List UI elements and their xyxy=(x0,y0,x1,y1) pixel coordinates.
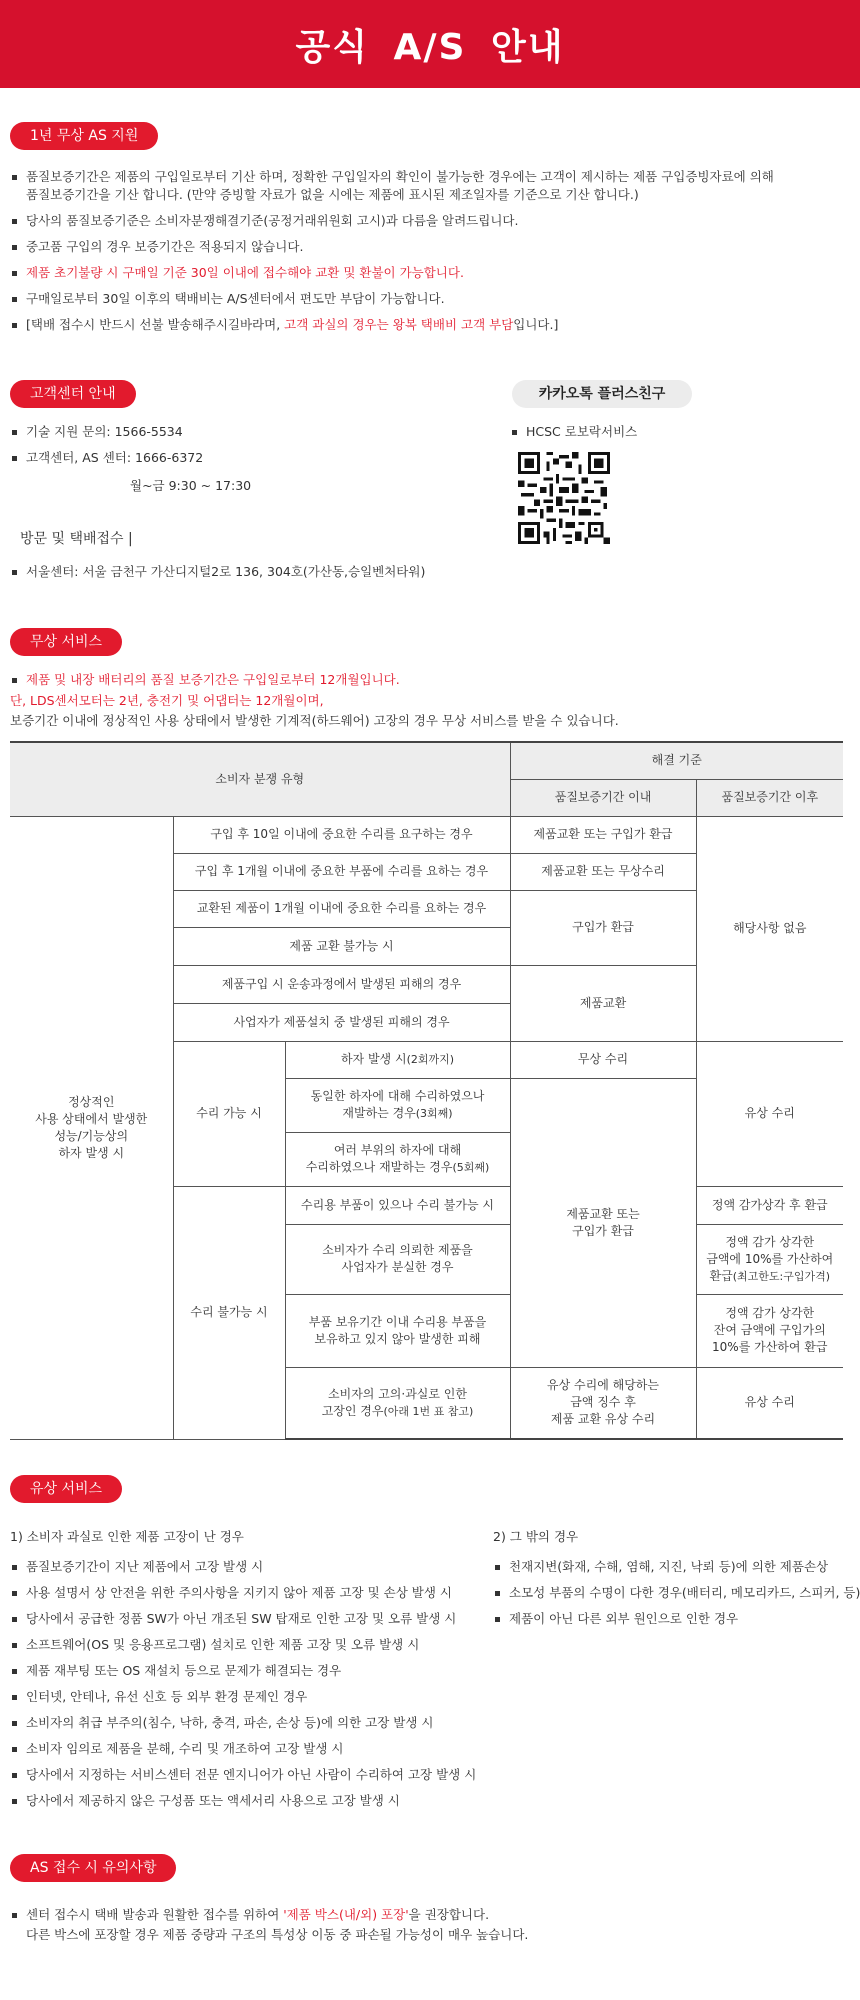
list-item: 소모성 부품의 수명이 다한 경우(배터리, 메모리카드, 스피커, 등) xyxy=(493,1584,860,1602)
list-item: 천재지변(화재, 수해, 염해, 지진, 낙뢰 등)에 의한 제품손상 xyxy=(493,1558,860,1576)
header-within-warranty: 품질보증기간 이내 xyxy=(510,779,696,816)
table-cell: 소비자가 수리 의뢰한 제품을 사업자가 분실한 경우 xyxy=(285,1224,510,1294)
page-title: 공식 A/S 안내 xyxy=(295,26,565,68)
table-cell: 유상 수리 xyxy=(696,1041,843,1186)
table-cell: 제품 교환 불가능 시 xyxy=(173,927,510,965)
list-item: 제품 재부팅 또는 OS 재설치 등으로 문제가 해결되는 경우 xyxy=(10,1662,476,1680)
section-pill-as-notice: AS 접수 시 유의사항 xyxy=(10,1854,176,1882)
visit-title: 방문 및 택배접수 | xyxy=(20,531,133,547)
list-item: 품질보증기간이 지난 제품에서 고장 발생 시 xyxy=(10,1558,476,1576)
category-cell: 정상적인 사용 상태에서 발생한 성능/기능상의 하자 발생 시 xyxy=(10,816,173,1439)
paid-col1-title: 1) 소비자 과실로 인한 제품 고장이 난 경우 xyxy=(10,1529,244,1544)
list-item: 소비자 임의로 제품을 분해, 수리 및 개조하여 고장 발생 시 xyxy=(10,1740,476,1758)
list-item: 품질보증기간은 제품의 구입일로부터 기산 하며, 정확한 구입일자의 확인이 불가능한 경우에는 고객이 제시하는 제품 구입증빙자료에 의해 xyxy=(10,168,774,186)
list-item: 구매일로부터 30일 이후의 택배비는 A/S센터에서 편도만 부담이 가능합니다. xyxy=(10,290,774,308)
list-item: 품질보증기간을 기산 합니다. (만약 증빙할 자료가 없을 시에는 제품에 표시된 제조일자를 기준으로 기산 합니다.) xyxy=(26,187,639,202)
list-item: 당사의 품질보증기준은 소비자분쟁해결기준(공정거래위원회 고시)과 다름을 알려드립니다. xyxy=(10,212,774,230)
table-cell: 여러 부위의 하자에 대해 수리하였으나 재발하는 경우(5회째) xyxy=(285,1132,510,1186)
kakao-list xyxy=(510,423,637,449)
section-pill-free-service: 무상 서비스 xyxy=(10,628,122,656)
list-item: 센터 접수시 택배 발송과 원활한 접수를 위하여 '제품 박스(내/외) 포장'을 권장합니다. xyxy=(10,1906,489,1924)
table-cell: 구입 후 10일 이내에 중요한 수리를 요구하는 경우 xyxy=(173,816,510,853)
list-item: 중고품 구입의 경우 보증기간은 적용되지 않습니다. xyxy=(10,238,774,256)
free-service-desc: 보증기간 이내에 정상적인 사용 상태에서 발생한 기계적(하드웨어) 고장의 경우 무상 서비스를 받을 수 있습니다. xyxy=(10,713,619,728)
list-item: HCSC 로보락서비스 xyxy=(510,423,637,441)
table-cell: 제품교환 xyxy=(510,965,696,1041)
section-pill-paid-service: 유상 서비스 xyxy=(10,1475,122,1503)
table-cell: 제품교환 또는 구입가 환급 xyxy=(510,816,696,853)
header-dispute-type: 소비자 분쟁 유형 xyxy=(10,742,510,816)
business-hours: 월~금 9:30 ~ 17:30 xyxy=(130,478,252,493)
table-cell: 제품구입 시 운송과정에서 발생된 피해의 경우 xyxy=(173,965,510,1003)
header-criteria: 해결 기준 xyxy=(510,742,843,779)
table-cell: 해당사항 없음 xyxy=(696,816,843,1041)
kakao-pill: 카카오톡 플러스친구 xyxy=(512,380,692,408)
list-item: 고객센터, AS 센터: 1666-6372 xyxy=(10,449,203,467)
table-cell: 하자 발생 시(2회까지) xyxy=(285,1041,510,1078)
list-item: 제품이 아닌 다른 외부 원인으로 인한 경우 xyxy=(493,1610,860,1628)
list-item: 당사에서 지정하는 서비스센터 전문 엔지니어가 아닌 사람이 수리하여 고장 발생 시 xyxy=(10,1766,476,1784)
free-service-note: 단, LDS센서모터는 2년, 충전기 및 어댑터는 12개월이며, xyxy=(10,693,324,708)
list-item: 제품 및 내장 배터리의 품질 보증기간은 구입일로부터 12개월입니다. xyxy=(10,671,400,689)
table-cell: 유상 수리 xyxy=(696,1367,843,1439)
table-cell: 정액 감가 상각한 금액에 10%를 가산하여 환급(최고한도:구입가격) xyxy=(696,1224,843,1294)
table-cell: 유상 수리에 해당하는 금액 징수 후 제품 교환 유상 수리 xyxy=(510,1367,696,1439)
table-cell: 정액 감가상각 후 환급 xyxy=(696,1186,843,1224)
page-header xyxy=(0,0,860,88)
table-cell: 부품 보유기간 이내 수리용 부품을 보유하고 있지 않아 발생한 피해 xyxy=(285,1294,510,1367)
table-cell: 교환된 제품이 1개월 이내에 중요한 수리를 요하는 경우 xyxy=(173,890,510,927)
table-cell: 동일한 하자에 대해 수리하였으나 재발하는 경우(3회째) xyxy=(285,1078,510,1132)
list-item: 인터넷, 안테나, 유선 신호 등 외부 환경 문제인 경우 xyxy=(10,1688,476,1706)
table-cell: 수리 가능 시 xyxy=(173,1041,285,1186)
list-item: 당사에서 공급한 정품 SW가 아닌 개조된 SW 탑재로 인한 고장 및 오류 발생 시 xyxy=(10,1610,476,1628)
table-cell: 구입 후 1개월 이내에 중요한 부품에 수리를 요하는 경우 xyxy=(173,853,510,890)
table-cell: 제품교환 또는 무상수리 xyxy=(510,853,696,890)
list-item: 기술 지원 문의: 1566-5534 xyxy=(10,423,203,441)
list-item: 소비자의 취급 부주의(침수, 낙하, 충격, 파손, 손상 등)에 의한 고장 발생 시 xyxy=(10,1714,476,1732)
section-pill-warranty: 1년 무상 AS 지원 xyxy=(10,122,158,150)
warranty-list xyxy=(10,168,774,342)
header-after-warranty: 품질보증기간 이후 xyxy=(696,779,843,816)
dispute-resolution-table xyxy=(10,741,843,1440)
list-item: 제품 초기불량 시 구매일 기준 30일 이내에 접수해야 교환 및 환불이 가능합니다. xyxy=(10,264,774,282)
list-item: 사용 설명서 상 안전을 위한 주의사항을 지키지 않아 제품 고장 및 손상 발생 시 xyxy=(10,1584,476,1602)
qr-code-icon[interactable] xyxy=(518,452,610,544)
list-item: 당사에서 제공하지 않은 구성품 또는 액세서리 사용으로 고장 발생 시 xyxy=(10,1792,476,1810)
table-cell: 제품교환 또는 구입가 환급 xyxy=(510,1078,696,1367)
table-cell: 소비자의 고의·과실로 인한 고장인 경우(아래 1번 표 참고) xyxy=(285,1367,510,1439)
section-pill-customer-center: 고객센터 안내 xyxy=(10,380,136,408)
paid-col2-title: 2) 그 밖의 경우 xyxy=(493,1529,579,1544)
table-cell: 수리 불가능 시 xyxy=(173,1186,285,1439)
visit-list xyxy=(10,563,425,589)
table-cell: 무상 수리 xyxy=(510,1041,696,1078)
list-item: 서울센터: 서울 금천구 가산디지털2로 136, 304호(가산동,승일벤처타워) xyxy=(10,563,425,581)
table-cell: 수리용 부품이 있으나 수리 불가능 시 xyxy=(285,1186,510,1224)
table-cell: 사업자가 제품설치 중 발생된 피해의 경우 xyxy=(173,1003,510,1041)
paid-col2-list xyxy=(493,1558,860,1636)
as-notice-line2: 다른 박스에 포장할 경우 제품 중량과 구조의 특성상 이동 중 파손될 가능성이 매우 높습니다. xyxy=(26,1927,529,1942)
list-item: [택배 접수시 반드시 선불 발송해주시길바라며, 고객 과실의 경우는 왕복 택배비 고객 부담입니다.] xyxy=(10,316,774,334)
contact-list xyxy=(10,423,203,475)
table-cell: 구입가 환급 xyxy=(510,890,696,965)
table-cell: 정액 감가 상각한 잔여 금액에 구입가의 10%를 가산하여 환급 xyxy=(696,1294,843,1367)
paid-col1-list xyxy=(10,1558,476,1818)
list-item: 소프트웨어(OS 및 응용프로그램) 설치로 인한 제품 고장 및 오류 발생 시 xyxy=(10,1636,476,1654)
